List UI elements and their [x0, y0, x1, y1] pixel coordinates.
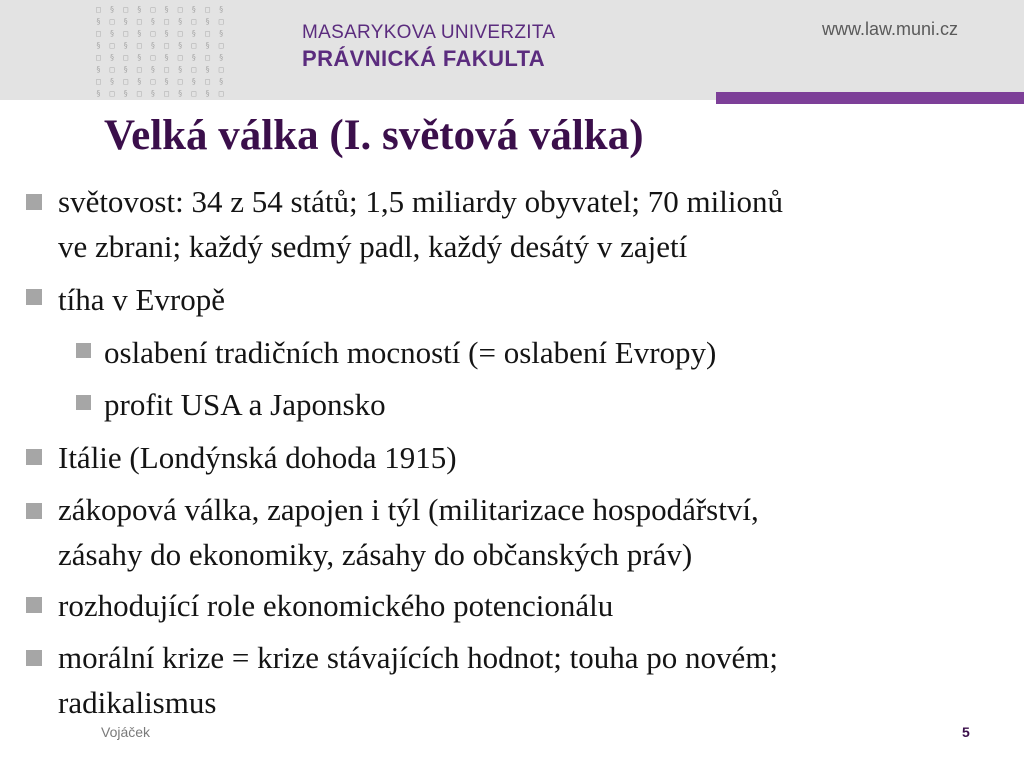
bullet-text: světovost: 34 z 54 států; 1,5 miliardy obyvatel; 70 milionů — [58, 184, 783, 219]
footer-author: Vojáček — [101, 724, 151, 740]
sub-bullet-text: profit USA a Japonsko — [104, 387, 386, 422]
bullet-text: tíha v Evropě — [58, 282, 226, 317]
bullet-text: zákopová válka, zapojen i týl (militarizace hospodářství, — [58, 492, 759, 527]
bullet-text-continuation: radikalismus — [58, 685, 217, 720]
header-band — [0, 0, 1024, 100]
university-name: MASARYKOVA UNIVERZITA — [302, 22, 556, 43]
bullet-text: Itálie (Londýnská dohoda 1915) — [58, 440, 457, 475]
sub-bullet-text: oslabení tradičních mocností (= oslabení Evropy) — [104, 335, 717, 370]
bullet-marker — [26, 650, 42, 666]
law-symbol-pattern: □ § □ § □ § □ § □ § § □ § □ § □ § □ § □ □ § □ § □ § □ § □ § § □ § □ § □ § □ § □ □ § □ § □ § □ § □ § § □ § □ § □ § □ § □ □ § □ § □ § □ § □ § § □ § □ § □ § □ § □ — [96, 5, 226, 98]
bullet-text-continuation: ve zbrani; každý sedmý padl, každý desátý v zajetí — [58, 229, 688, 264]
page-number: 5 — [962, 724, 970, 740]
sub-bullet-marker — [76, 395, 91, 410]
accent-bar — [716, 92, 1024, 104]
slide-title: Velká válka (I. světová válka) — [104, 112, 644, 159]
faculty-name: PRÁVNICKÁ FAKULTA — [302, 46, 546, 71]
bullet-marker — [26, 289, 42, 305]
bullet-marker — [26, 194, 42, 210]
bullet-marker — [26, 597, 42, 613]
bullet-text: rozhodující role ekonomického potencionálu — [58, 588, 614, 623]
bullet-text: morální krize = krize stávajících hodnot; touha po novém; — [58, 640, 778, 675]
faculty-url-link[interactable]: www.law.muni.cz — [822, 19, 959, 39]
bullet-marker — [26, 449, 42, 465]
bullet-marker — [26, 503, 42, 519]
bullet-text-continuation: zásahy do ekonomiky, zásahy do občanských práv) — [58, 537, 693, 572]
sub-bullet-marker — [76, 343, 91, 358]
